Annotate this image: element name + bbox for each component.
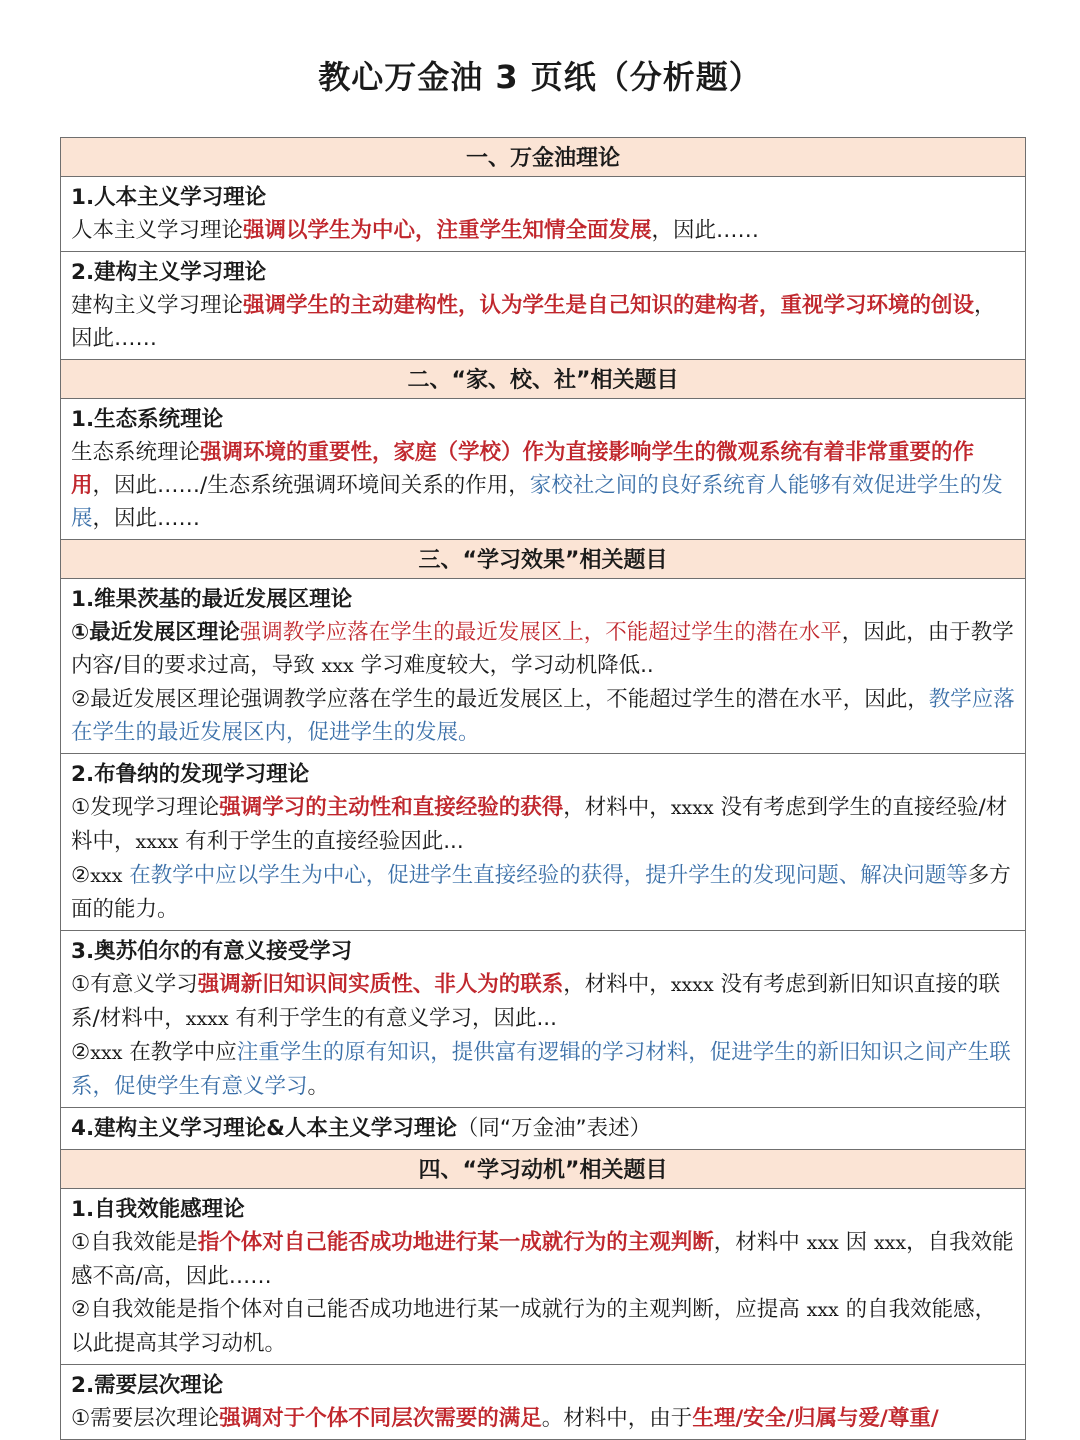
body-text: ①自我效能是 — [71, 1230, 198, 1255]
body-text: ①有意义学习 — [71, 972, 198, 997]
body-text: 学习难度较大，学习动机降低.. — [353, 653, 654, 678]
theory-paragraph — [71, 859, 1015, 926]
theory-paragraph — [71, 1036, 1015, 1103]
theory-paragraph — [71, 616, 1015, 683]
body-text: 。 — [307, 1074, 330, 1099]
body-text: 人本主义学习理论 — [71, 218, 244, 243]
body-text: ，材料中， — [563, 972, 671, 997]
theory-title: 3.奥苏伯尔的有意义接受学习 — [71, 939, 353, 964]
body-text: xxx — [321, 655, 354, 677]
theory-paragraph — [71, 1402, 1015, 1435]
emphasis-red-text: 强调学习的主动性和直接经验的获得 — [219, 795, 564, 820]
theory-paragraph — [71, 683, 1015, 749]
notes-table — [60, 137, 1026, 1440]
section-header: 一、万金油理论 — [61, 138, 1025, 177]
body-text: 多方面的能力。 — [71, 863, 1011, 922]
body-text: xxx — [806, 1232, 839, 1254]
body-text: ② — [71, 1040, 91, 1065]
theory-entry — [61, 1189, 1025, 1365]
theory-entry — [61, 177, 1025, 252]
body-text: ② — [71, 863, 91, 888]
emphasis-red-text: 强调对于个体不同层次需要的满足 — [219, 1406, 542, 1431]
body-text: xxxx — [670, 797, 714, 819]
theory-title-note: （同“万金油”表述） — [456, 1116, 652, 1141]
body-text: 建构主义学习理论 — [71, 293, 244, 318]
emphasis-red-text: 生理/安全/归属与爱/尊重/ — [692, 1406, 939, 1431]
section-header: 四、“学习动机”相关题目 — [61, 1150, 1025, 1189]
body-text: xxxx — [185, 1008, 229, 1030]
body-text: xxxx — [135, 831, 179, 853]
theory-entry — [61, 399, 1025, 540]
body-text: 没有考虑到新旧知识直接的联系/材料中， — [71, 972, 1001, 1031]
theory-paragraph — [71, 214, 1015, 247]
body-text: 因 — [838, 1230, 874, 1255]
emphasis-red-text: 强调新旧知识间实质性、非人为的联系 — [197, 972, 564, 997]
theory-title: 1.自我效能感理论 — [71, 1197, 245, 1222]
body-text: 在教学中应 — [122, 1040, 237, 1065]
body-text: ②自我效能是指个体对自己能否成功地进行某一成就行为的主观判断，应提高 — [71, 1297, 807, 1322]
body-text: ，因此……/生态系统强调环境间关系的作用， — [92, 473, 530, 498]
body-text: ，自我效能感不高/高，因此…… — [71, 1230, 1014, 1289]
section-header: 二、“家、校、社”相关题目 — [61, 360, 1025, 399]
body-text: ①最近发展区理论 — [71, 620, 240, 645]
theory-paragraph — [71, 968, 1015, 1036]
theory-paragraph — [71, 289, 1015, 355]
theory-title: 2.布鲁纳的发现学习理论 — [71, 762, 310, 787]
theory-paragraph — [71, 1293, 1015, 1360]
body-text: ，因此…… — [92, 506, 201, 531]
theory-paragraph — [71, 436, 1015, 535]
theory-paragraph — [71, 791, 1015, 859]
theory-entry — [61, 579, 1025, 754]
body-text: 有利于学生的有意义学习，因此... — [228, 1006, 557, 1031]
body-text: 的自我效能感，以此提高其学习动机。 — [71, 1297, 997, 1356]
body-text: ，因此…… — [651, 218, 760, 243]
body-text: ①发现学习理论 — [71, 795, 220, 820]
emphasis-red-text: 强调教学应落在学生的最近发展区上，不能超过学生的潜在水平 — [239, 620, 842, 645]
theory-title: 4.建构主义学习理论&人本主义学习理论（同“万金油”表述） — [71, 1116, 652, 1141]
theory-title: 2.建构主义学习理论 — [71, 260, 267, 285]
body-text: 没有考虑到学生的直接经验/材料中， — [71, 795, 1008, 854]
theory-title: 2.需要层次理论 — [71, 1373, 224, 1398]
emphasis-blue-text: 注重学生的原有知识，提供富有逻辑的学习材料，促进学生的新旧知识之间产生联系，促使学生有意义学习 — [71, 1040, 1011, 1099]
theory-title: 1.人本主义学习理论 — [71, 185, 267, 210]
body-text: xxx — [90, 1042, 123, 1064]
theory-paragraph — [71, 1226, 1015, 1293]
body-text: xxx — [90, 865, 123, 887]
body-text: xxx — [873, 1232, 907, 1254]
body-text: ，因此，由于教学内容/目的要求过高，导致 — [71, 620, 1014, 678]
emphasis-blue-text: 在教学中应以学生为中心，促进学生直接经验的获得，提升学生的发现问题、解决问题等 — [122, 863, 968, 888]
theory-title: 1.生态系统理论 — [71, 407, 224, 432]
body-text: 生态系统理论 — [71, 440, 201, 465]
theory-entry — [61, 252, 1025, 360]
body-text: 有利于学生的直接经验因此... — [178, 829, 464, 854]
page-title: 教心万金油 3 页纸（分析题） — [318, 58, 762, 96]
emphasis-red-text: 指个体对自己能否成功地进行某一成就行为的主观判断 — [197, 1230, 714, 1255]
theory-entry — [61, 931, 1025, 1108]
emphasis-red-text: 强调以学生为中心，注重学生知情全面发展 — [243, 218, 652, 243]
body-text: ，材料中， — [563, 795, 671, 820]
body-text: ，材料中 — [713, 1230, 807, 1255]
body-text: ①需要层次理论 — [71, 1406, 220, 1431]
body-text: xxxx — [670, 974, 714, 996]
emphasis-blue-text: 家校社之间的良好系统育人能够有效促进学生的发展 — [71, 473, 1003, 531]
theory-entry — [61, 1108, 1025, 1150]
body-text: ，因此…… — [71, 293, 996, 351]
emphasis-red-text: 强调学生的主动建构性，认为学生是自己知识的建构者，重视学习环境的创设 — [243, 293, 975, 318]
theory-title: 1.维果茨基的最近发展区理论 — [71, 587, 353, 612]
emphasis-red-text: 强调环境的重要性，家庭（学校）作为直接影响学生的微观系统有着非常重要的作用 — [71, 440, 975, 498]
emphasis-blue-text: 教学应落在学生的最近发展区内，促进学生的发展。 — [71, 687, 1015, 745]
body-text: 。材料中，由于 — [541, 1406, 693, 1431]
theory-entry — [61, 754, 1025, 931]
section-header: 三、“学习效果”相关题目 — [61, 540, 1025, 579]
body-text: xxx — [806, 1299, 839, 1321]
theory-entry — [61, 1365, 1025, 1439]
body-text: ②最近发展区理论强调教学应落在学生的最近发展区上，不能超过学生的潜在水平，因此， — [71, 687, 929, 712]
